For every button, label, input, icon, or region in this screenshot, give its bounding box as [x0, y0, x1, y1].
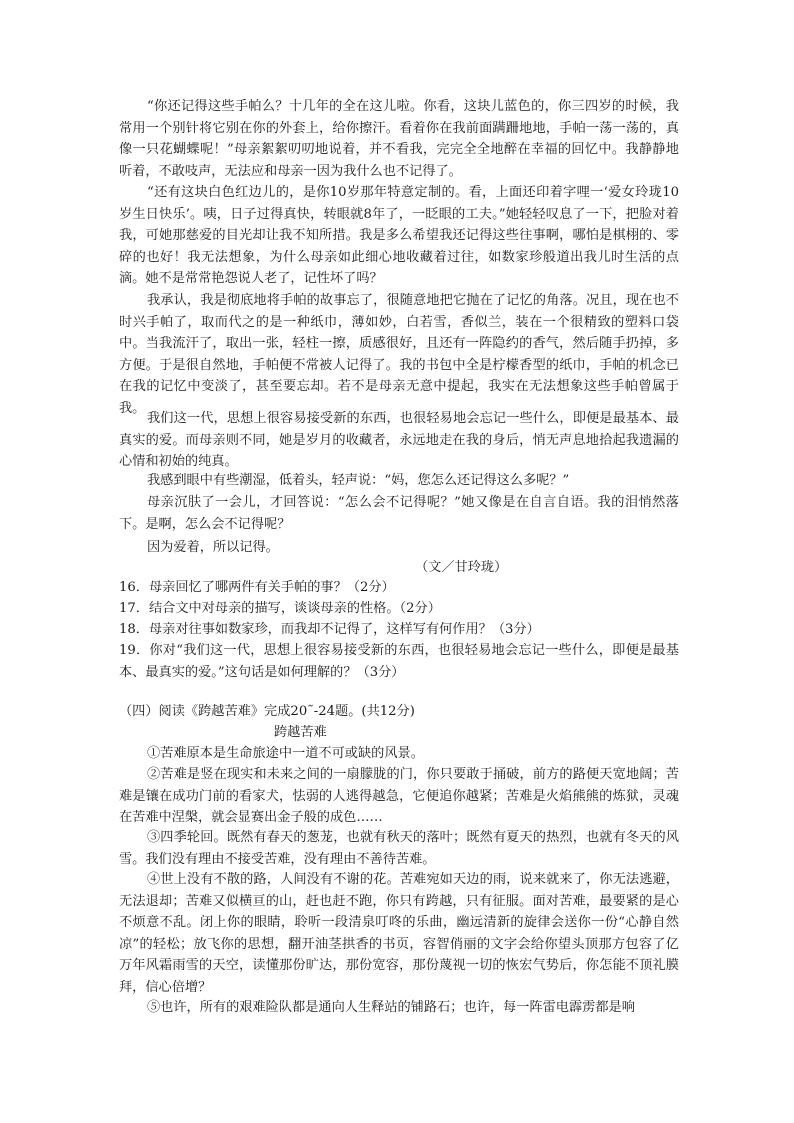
- passage1-paragraph-4: 我们这一代，思想上很容易接受新的东西，也很轻易地会忘记一些什么，即便是最基本、最真实的爱。而母亲则不同，她是岁月的收藏者，永远地走在我的身后，悄无声息地拾起我遗漏的心情和初始的纯真。: [119, 411, 679, 470]
- passage1-author: （文／甘玲珑）: [415, 560, 508, 575]
- section4-paragraph-5: ⑤也许，所有的艰难险队都是通向人生释站的铺路石；也许，每一阵雷电霹雳都是响: [147, 1000, 635, 1015]
- question-18: 18．母亲对往事如数家珍，而我却不记得了，这样写有何作用？（3分）: [119, 622, 540, 637]
- passage1-paragraph-3: 我承认，我是彻底地将手帕的故事忘了，很随意地把它抛在了记忆的角落。况且，现在也不时兴手帕了，取而代之的是一种纸巾，薄如妙，白若雪，香似兰，装在一个很精致的塑料口袋中。当我流汗了，取出一张，轻柱一擦，质感很好，且还有一阵隐约的香气，然后随手扔掉，多方便。于是很自然地，手帕便不常被人记得了。我的书包中全是柠檬香型的纸巾，手帕的机念已在我的记忆中变淡了，甚至要忘却。若不是母亲无意中提起，我实在无法想象这些手帕曾属于我。: [119, 293, 679, 416]
- section4-title: 跨越苦难: [274, 725, 327, 740]
- question-17: 17．结合文中对母亲的描写，谈谈母亲的性格。（2分）: [119, 601, 441, 616]
- passage1-paragraph-2: “还有这块白色红边儿的，是你10岁那年特意定制的。看，上面还印着字哩一‘爱女玲珑10岁生日快乐’。咦，日子过得真快，转眼就8年了，一眨眼的工夫。”她轻轻叹息了一下，把脸对着我，可她那慈爱的目光却让我不知所措。我是多么希望我还记得这些往事啊，哪怕是棋栩的、零碎的也好！我无法想象，为什么母亲如此细心地收藏着过往，如数家珍般道出我儿时生活的点滴。她不是常常艳怨说人老了，记性坏了吗？: [119, 185, 679, 287]
- question-19: 19．你对“我们这一代，思想上很容易接受新的东西，也很轻易地会忘记一些什么，即便是最基本、最真实的爱。”这句话是如何理解的？（3分）: [119, 643, 679, 680]
- section4-paragraph-2: ②苦难是竖在现实和未来之间的一扇朦胧的门，你只要敢于捅破，前方的路便天宽地阔；苦难是镶在成功门前的看家犬，怯弱的人逃得越急，它便追你越紧；苦难是火焰熊熊的炼狱，灵魂在苦难中涅槃，就会显赛出金子般的成色……: [119, 767, 679, 826]
- section4-paragraph-3: ③四季轮回。既然有春天的葱茏，也就有秋天的落叶；既然有夏天的热烈，也就有冬天的风雪。我们没有理由不接受苦难，没有理由不善待苦难。: [119, 830, 679, 867]
- passage1-paragraph-5: 我感到眼中有些潮湿，低着头，轻声说：“妈，您怎么还记得这么多呢？”: [147, 473, 570, 488]
- section4-paragraph-1: ①苦难原本是生命旅途中一道不可或缺的风景。: [147, 746, 424, 761]
- question-16: 16．母亲回忆了哪两件有关手帕的事？（2分）: [119, 580, 395, 595]
- section4-paragraph-4: ④世上没有不散的路，人间没有不谢的花。苦难宛如天边的雨，说来就来了，你无法逃避，无法退却；苦难又似横亘的山，赶也赶不跑，你只有跨越，只有征服。面对苦难，最要紧的是心不烦意不乱。闭上你的眼睛，聆听一段清泉叮咚的乐曲，幽远清新的旋律会送你一份“心静自然凉”的轻松；放飞你的思想，翻开油茎拱香的书页，容智俏丽的文字会给你望头顶那方包容了亿万年风霜雨雪的天空，读懂那份旷达，那份宽容，那份蔑视一切的恢宏气势后，你怎能不顶礼膜拜，信心倍增？: [119, 872, 679, 995]
- passage1-paragraph-7: 因为爱着，所以记得。: [147, 540, 279, 555]
- passage1-paragraph-6: 母亲沉肤了一会儿，才回答说：“怎么会不记得呢？”她又像是在自言自语。我的泪悄然落下。是啊，怎么会不记得呢？: [119, 495, 679, 532]
- passage1-paragraph-1: “你还记得这些手帕么？十几年的全在这儿啦。你看，这块儿蓝色的，你三四岁的时候，我常用一个别针将它别在你的外套上，给你擦汗。看着你在我前面蹒跚地地，手帕一荡一荡的，真像一只花蝴蝶呢！”母亲絮絮叨叨地说着，并不看我，完完全全地醉在幸福的回忆中。我静静地听着，不敢吱声，无法应和母亲一因为我什么也不记得了。: [119, 99, 679, 179]
- section4-header: （四）阅读《跨越苦难》完成20˜-24题。(共12分): [119, 704, 415, 719]
